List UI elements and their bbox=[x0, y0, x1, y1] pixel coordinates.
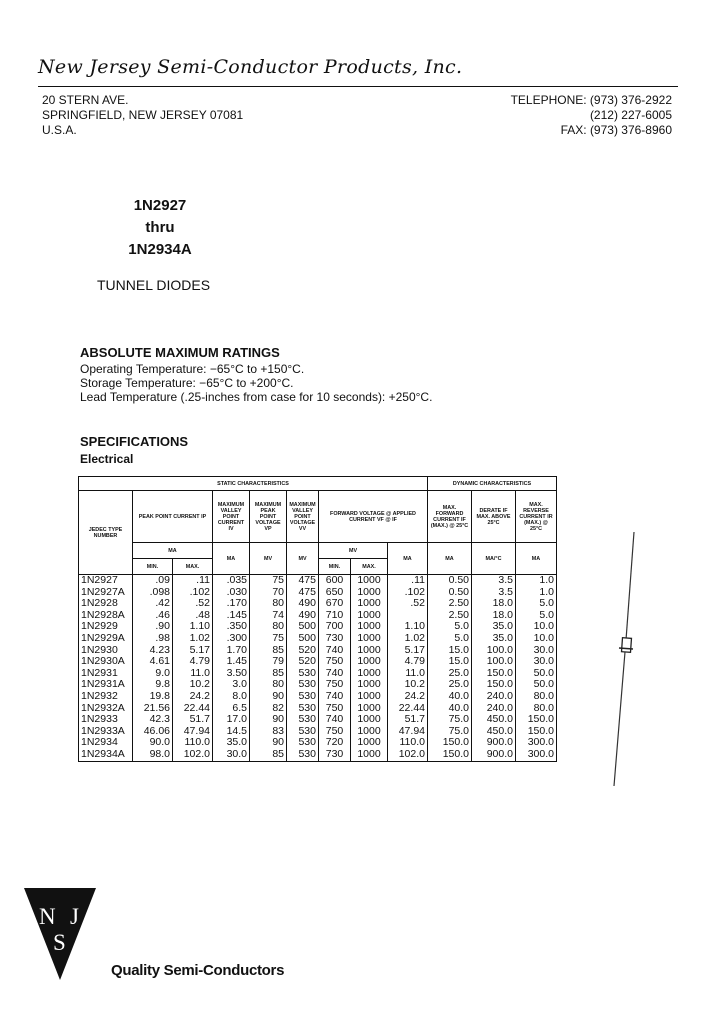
cell-part-number: 1N2929A bbox=[79, 633, 133, 645]
cell-ip-max: 1.10 bbox=[173, 621, 213, 633]
cell-ip-max: 51.7 bbox=[173, 714, 213, 726]
cell-part-number: 1N2932A bbox=[79, 703, 133, 715]
cell-ir-max: 5.0 bbox=[539, 608, 554, 621]
address-line: 20 STERN AVE. bbox=[42, 93, 129, 107]
cell-vv-max: 530 bbox=[287, 691, 319, 703]
col-jedec-type: JEDEC TYPE NUMBER bbox=[79, 491, 133, 575]
cell-ip-max: 110.0 bbox=[173, 737, 213, 749]
cell-vp-max: 90 bbox=[250, 714, 287, 726]
cell-vf-min: 750 bbox=[319, 656, 351, 668]
cell-vf-max: 1.02 bbox=[388, 633, 428, 645]
part-number-range bbox=[120, 195, 200, 261]
cell-part-number: 1N2933 bbox=[79, 714, 133, 726]
cell-iv-max: .350 bbox=[213, 621, 250, 633]
cell-ip-min: 4.61 bbox=[133, 656, 173, 668]
cell-if-max: 40.0 bbox=[428, 691, 472, 703]
cell-ir-max: 150.0 bbox=[527, 724, 554, 737]
cell-iv-max: 1.70 bbox=[213, 645, 250, 657]
rating-lead-temp: Lead Temperature (.25-inches from case for 10 seconds): +250°C. bbox=[80, 390, 433, 404]
cell-if-applied: 1000 bbox=[351, 668, 388, 680]
cell-derate: 450.0 bbox=[472, 726, 516, 738]
unit-derate: ΜA/°C bbox=[472, 543, 516, 575]
cell-derate: 900.0 bbox=[472, 749, 516, 761]
cell-vv-max: 475 bbox=[287, 587, 319, 599]
cell-vp-max: 82 bbox=[250, 703, 287, 715]
cell-part-number: 1N2932 bbox=[79, 691, 133, 703]
cell-vf-max: .52 bbox=[388, 598, 428, 610]
product-type: TUNNEL DIODES bbox=[97, 277, 211, 293]
sub-ip-min: MIN. bbox=[133, 559, 173, 575]
table-row bbox=[79, 575, 557, 587]
sub-vf-max: MAX. bbox=[351, 559, 388, 575]
col-valley-current: MAXIMUM VALLEY POINT CURRENT IV bbox=[213, 491, 250, 543]
table-row bbox=[79, 621, 557, 633]
cell-ip-min: 4.23 bbox=[133, 645, 173, 657]
fax-line: FAX: (973) 376-8960 bbox=[560, 123, 672, 137]
col-valley-voltage: MAXIMUM VALLEY POINT VOLTAGE VV bbox=[287, 491, 319, 543]
specifications-title: SPECIFICATIONS bbox=[80, 434, 189, 449]
cell-ip-max: 11.0 bbox=[173, 668, 213, 680]
phone-block bbox=[511, 93, 672, 138]
cell-if-applied: 1000 bbox=[351, 656, 388, 668]
cell-ip-min: 9.8 bbox=[133, 679, 173, 691]
spec-table bbox=[78, 476, 557, 762]
spec-table-body bbox=[79, 575, 557, 762]
cell-vv-max: 500 bbox=[287, 633, 319, 645]
cell-if-max: 15.0 bbox=[428, 645, 472, 657]
cell-derate: 900.0 bbox=[472, 737, 516, 749]
table-row bbox=[79, 714, 557, 726]
cell-iv-max: 8.0 bbox=[213, 691, 250, 703]
cell-ip-min: .90 bbox=[133, 621, 173, 633]
cell-vv-max: 530 bbox=[287, 679, 319, 691]
cell-derate: 240.0 bbox=[472, 703, 516, 715]
cell-if-max: 0.50 bbox=[428, 575, 472, 587]
cell-if-max: 150.0 bbox=[428, 749, 472, 761]
table-row bbox=[79, 691, 557, 703]
cell-vp-max: 85 bbox=[250, 749, 287, 761]
col-derate: DERATE IF MAX. ABOVE 25°C bbox=[472, 491, 516, 543]
cell-vp-max: 70 bbox=[250, 587, 287, 599]
cell-vf-min: 730 bbox=[319, 633, 351, 645]
cell-part-number: 1N2930A bbox=[79, 656, 133, 668]
cell-vp-max: 85 bbox=[250, 668, 287, 680]
cell-vp-max: 80 bbox=[250, 598, 287, 610]
cell-ip-min: 19.8 bbox=[133, 691, 173, 703]
table-row bbox=[79, 749, 557, 761]
cell-vv-max: 530 bbox=[287, 737, 319, 749]
cell-iv-max: 35.0 bbox=[213, 737, 250, 749]
cell-iv-max: 3.0 bbox=[213, 679, 250, 691]
cell-ir-max: 50.0 bbox=[533, 678, 554, 691]
cell-ir-max: 5.0 bbox=[539, 597, 554, 610]
unit-ir: MA bbox=[516, 543, 557, 575]
header-rule bbox=[38, 86, 678, 87]
cell-derate: 35.0 bbox=[472, 633, 516, 645]
cell-if-applied: 1000 bbox=[351, 726, 388, 738]
cell-part-number: 1N2934 bbox=[79, 737, 133, 749]
cell-vp-max: 85 bbox=[250, 645, 287, 657]
cell-ip-max: .48 bbox=[173, 610, 213, 622]
cell-derate: 100.0 bbox=[472, 656, 516, 668]
cell-if-applied: 1000 bbox=[351, 633, 388, 645]
cell-vv-max: 530 bbox=[287, 749, 319, 761]
cell-if-max: 40.0 bbox=[428, 703, 472, 715]
cell-ir-max: 300.0 bbox=[527, 736, 554, 749]
cell-ip-min: 21.56 bbox=[133, 703, 173, 715]
table-row bbox=[79, 587, 557, 599]
cell-ip-min: .098 bbox=[133, 587, 173, 599]
cell-vp-max: 79 bbox=[250, 656, 287, 668]
cell-if-max: 25.0 bbox=[428, 668, 472, 680]
cell-ip-max: 102.0 bbox=[173, 749, 213, 761]
cell-ip-min: .98 bbox=[133, 633, 173, 645]
part-number-end: 1N2934A bbox=[128, 241, 192, 258]
cell-ir-max: 30.0 bbox=[533, 643, 554, 656]
cell-if-applied: 1000 bbox=[351, 749, 388, 761]
col-forward-voltage: FORWARD VOLTAGE @ APPLIED CURRENT VF @ IF bbox=[319, 491, 428, 543]
cell-if-applied: 1000 bbox=[351, 691, 388, 703]
cell-vv-max: 500 bbox=[287, 621, 319, 633]
cell-derate: 3.5 bbox=[472, 575, 516, 587]
col-peak-voltage: MAXIMUM PEAK POINT VOLTAGE VP bbox=[250, 491, 287, 543]
cell-iv-max: .300 bbox=[213, 633, 250, 645]
cell-ip-min: 90.0 bbox=[133, 737, 173, 749]
cell-vf-max: 102.0 bbox=[388, 749, 428, 761]
cell-derate: 100.0 bbox=[472, 645, 516, 657]
cell-part-number: 1N2928A bbox=[79, 610, 133, 622]
logo-letter-j: J bbox=[70, 904, 79, 929]
cell-part-number: 1N2931A bbox=[79, 679, 133, 691]
cell-derate: 450.0 bbox=[472, 714, 516, 726]
unit-if: MA bbox=[428, 543, 472, 575]
cell-ip-max: 47.94 bbox=[173, 726, 213, 738]
address-line: U.S.A. bbox=[42, 123, 77, 137]
cell-ir-max: 150.0 bbox=[527, 713, 554, 726]
cell-vf-min: 740 bbox=[319, 714, 351, 726]
cell-iv-max: 3.50 bbox=[213, 668, 250, 680]
unit-vv: MV bbox=[287, 543, 319, 575]
cell-if-max: 150.0 bbox=[428, 737, 472, 749]
cell-derate: 18.0 bbox=[472, 610, 516, 622]
cell-derate: 150.0 bbox=[472, 668, 516, 680]
table-row bbox=[79, 656, 557, 668]
cell-part-number: 1N2934A bbox=[79, 749, 133, 761]
cell-ir-max: 80.0 bbox=[533, 689, 554, 702]
cell-vf-min: 740 bbox=[319, 668, 351, 680]
cell-if-max: 0.50 bbox=[428, 587, 472, 599]
cell-derate: 18.0 bbox=[472, 598, 516, 610]
cell-ip-min: .42 bbox=[133, 598, 173, 610]
cell-iv-max: 1.45 bbox=[213, 656, 250, 668]
cell-iv-max: .035 bbox=[213, 575, 250, 587]
cell-vf-max: 51.7 bbox=[388, 714, 428, 726]
cell-ip-min: .09 bbox=[133, 575, 173, 587]
cell-if-applied: 1000 bbox=[351, 645, 388, 657]
cell-ip-min: 46.06 bbox=[133, 726, 173, 738]
cell-vf-min: 670 bbox=[319, 598, 351, 610]
cell-if-applied: 1000 bbox=[351, 598, 388, 610]
cell-vv-max: 520 bbox=[287, 656, 319, 668]
cell-ir-max: 80.0 bbox=[533, 701, 554, 714]
cell-ir-max: 30.0 bbox=[533, 655, 554, 668]
cell-vf-max: 110.0 bbox=[388, 737, 428, 749]
cell-vf-min: 600 bbox=[319, 575, 351, 587]
cell-vp-max: 74 bbox=[250, 610, 287, 622]
col-peak-point-current: PEAK POINT CURRENT IP bbox=[133, 491, 213, 543]
cell-derate: 150.0 bbox=[472, 679, 516, 691]
nsj-logo bbox=[22, 886, 98, 982]
cell-vf-max: 4.79 bbox=[388, 656, 428, 668]
cell-ip-max: 5.17 bbox=[173, 645, 213, 657]
cell-if-max: 25.0 bbox=[428, 679, 472, 691]
cell-derate: 35.0 bbox=[472, 621, 516, 633]
cell-vv-max: 530 bbox=[287, 668, 319, 680]
cell-vv-max: 490 bbox=[287, 598, 319, 610]
cell-vv-max: 520 bbox=[287, 645, 319, 657]
cell-vf-min: 700 bbox=[319, 621, 351, 633]
unit-vf: MV bbox=[319, 543, 388, 559]
cell-iv-max: 30.0 bbox=[213, 749, 250, 761]
cell-if-applied: 1000 bbox=[351, 703, 388, 715]
cell-vf-max: 47.94 bbox=[388, 726, 428, 738]
cell-derate: 3.5 bbox=[472, 587, 516, 599]
cell-if-applied: 1000 bbox=[351, 679, 388, 691]
cell-vf-min: 650 bbox=[319, 587, 351, 599]
cell-ip-max: 22.44 bbox=[173, 703, 213, 715]
unit-iv: MA bbox=[213, 543, 250, 575]
company-name: New Jersey Semi-Conductor Products, Inc. bbox=[38, 56, 463, 78]
cell-vf-max: 22.44 bbox=[388, 703, 428, 715]
cell-ip-min: 9.0 bbox=[133, 668, 173, 680]
cell-part-number: 1N2927 bbox=[79, 575, 133, 587]
cell-ip-max: 10.2 bbox=[173, 679, 213, 691]
address-line: SPRINGFIELD, NEW JERSEY 07081 bbox=[42, 108, 244, 122]
static-characteristics-header: STATIC CHARACTERISTICS bbox=[79, 477, 428, 491]
cell-ir-max: 10.0 bbox=[533, 620, 554, 633]
unit-ip: MA bbox=[133, 543, 213, 559]
cell-vf-max: .102 bbox=[388, 587, 428, 599]
cell-vf-max: 1.10 bbox=[388, 621, 428, 633]
cell-if-max: 15.0 bbox=[428, 656, 472, 668]
cell-vf-min: 740 bbox=[319, 691, 351, 703]
cell-part-number: 1N2933A bbox=[79, 726, 133, 738]
dynamic-characteristics-header: DYNAMIC CHARACTERISTICS bbox=[428, 477, 557, 491]
table-row bbox=[79, 610, 557, 622]
part-number-start: 1N2927 bbox=[133, 197, 187, 214]
rating-operating-temp: Operating Temperature: −65°C to +150°C. bbox=[80, 362, 305, 376]
unit-vp: MV bbox=[250, 543, 287, 575]
phone-line: TELEPHONE: (973) 376-2922 bbox=[510, 93, 672, 107]
cell-if-applied: 1000 bbox=[351, 587, 388, 599]
cell-vp-max: 75 bbox=[250, 633, 287, 645]
cell-if-applied: 1000 bbox=[351, 575, 388, 587]
col-forward-current: MAX. FORWARD CURRENT IF (MAX.) @ 25°C bbox=[428, 491, 472, 543]
cell-vf-max: 5.17 bbox=[388, 645, 428, 657]
ratings-title: ABSOLUTE MAXIMUM RATINGS bbox=[80, 345, 280, 360]
cell-ir-max: 50.0 bbox=[533, 666, 554, 679]
cell-vf-min: 750 bbox=[319, 679, 351, 691]
cell-ip-min: 42.3 bbox=[133, 714, 173, 726]
cell-vv-max: 530 bbox=[287, 703, 319, 715]
cell-vv-max: 530 bbox=[287, 714, 319, 726]
cell-if-max: 75.0 bbox=[428, 714, 472, 726]
logo-letter-n: N bbox=[39, 904, 56, 929]
cell-if-max: 5.0 bbox=[428, 621, 472, 633]
cell-if-applied: 1000 bbox=[351, 737, 388, 749]
cell-vf-min: 750 bbox=[319, 703, 351, 715]
cell-vf-max: 24.2 bbox=[388, 691, 428, 703]
cell-part-number: 1N2928 bbox=[79, 598, 133, 610]
cell-part-number: 1N2927A bbox=[79, 587, 133, 599]
cell-ip-max: .102 bbox=[173, 587, 213, 599]
phone-line: (212) 227-6005 bbox=[589, 108, 672, 122]
cell-if-max: 5.0 bbox=[428, 633, 472, 645]
tagline: Quality Semi-Conductors bbox=[111, 962, 285, 979]
sub-vf-min: MIN. bbox=[319, 559, 351, 575]
cell-iv-max: .145 bbox=[213, 610, 250, 622]
cell-ir-max: 1.0 bbox=[539, 574, 554, 586]
cell-vp-max: 83 bbox=[250, 726, 287, 738]
cell-vf-min: 730 bbox=[319, 749, 351, 761]
ratings-list bbox=[80, 362, 432, 404]
cell-derate: 240.0 bbox=[472, 691, 516, 703]
cell-part-number: 1N2930 bbox=[79, 645, 133, 657]
cell-if-applied: 1000 bbox=[351, 714, 388, 726]
address-block bbox=[42, 93, 243, 138]
cell-ip-min: .46 bbox=[133, 610, 173, 622]
logo-letter-s: S bbox=[53, 930, 66, 955]
cell-vv-max: 475 bbox=[287, 575, 319, 587]
cell-iv-max: 14.5 bbox=[213, 726, 250, 738]
cell-vf-min: 740 bbox=[319, 645, 351, 657]
specifications-subtitle: Electrical bbox=[80, 452, 134, 466]
part-number-thru: thru bbox=[145, 219, 175, 236]
unit-if-applied: MA bbox=[388, 543, 428, 575]
cell-if-applied: 1000 bbox=[351, 621, 388, 633]
cell-vf-min: 720 bbox=[319, 737, 351, 749]
cell-ir-max: 10.0 bbox=[533, 631, 554, 644]
table-row bbox=[79, 633, 557, 645]
cell-vv-max: 530 bbox=[287, 726, 319, 738]
cell-vf-max: 10.2 bbox=[388, 679, 428, 691]
rating-storage-temp: Storage Temperature: −65°C to +200°C. bbox=[80, 376, 294, 390]
diode-drawing-icon bbox=[600, 530, 650, 790]
cell-ip-max: .11 bbox=[173, 575, 213, 587]
cell-vv-max: 490 bbox=[287, 610, 319, 622]
cell-if-max: 75.0 bbox=[428, 726, 472, 738]
cell-vf-min: 710 bbox=[319, 610, 351, 622]
cell-ip-max: .52 bbox=[173, 598, 213, 610]
cell-vp-max: 75 bbox=[250, 575, 287, 587]
cell-ir-max: 300.0 bbox=[527, 747, 554, 760]
cell-vp-max: 80 bbox=[250, 679, 287, 691]
cell-vf-max: 11.0 bbox=[388, 668, 428, 680]
cell-part-number: 1N2929 bbox=[79, 621, 133, 633]
cell-vp-max: 90 bbox=[250, 737, 287, 749]
cell-if-max: 2.50 bbox=[428, 598, 472, 610]
cell-vp-max: 90 bbox=[250, 691, 287, 703]
sub-ip-max: MAX. bbox=[173, 559, 213, 575]
cell-vf-max: .11 bbox=[388, 575, 428, 587]
cell-ir-max: 1.0 bbox=[539, 585, 554, 598]
cell-iv-max: .030 bbox=[213, 587, 250, 599]
cell-vf-min: 750 bbox=[319, 726, 351, 738]
cell-if-applied: 1000 bbox=[351, 610, 388, 622]
cell-ip-max: 24.2 bbox=[173, 691, 213, 703]
table-row bbox=[79, 598, 557, 610]
cell-vp-max: 80 bbox=[250, 621, 287, 633]
cell-ip-max: 4.79 bbox=[173, 656, 213, 668]
cell-iv-max: 17.0 bbox=[213, 714, 250, 726]
cell-iv-max: .170 bbox=[213, 598, 250, 610]
cell-ip-min: 98.0 bbox=[133, 749, 173, 761]
cell-iv-max: 6.5 bbox=[213, 703, 250, 715]
cell-if-max: 2.50 bbox=[428, 610, 472, 622]
table-row bbox=[79, 668, 557, 680]
cell-ip-max: 1.02 bbox=[173, 633, 213, 645]
cell-part-number: 1N2931 bbox=[79, 668, 133, 680]
col-reverse-current: MAX. REVERSE CURRENT IR (MAX.) @ 25°C bbox=[519, 501, 553, 532]
